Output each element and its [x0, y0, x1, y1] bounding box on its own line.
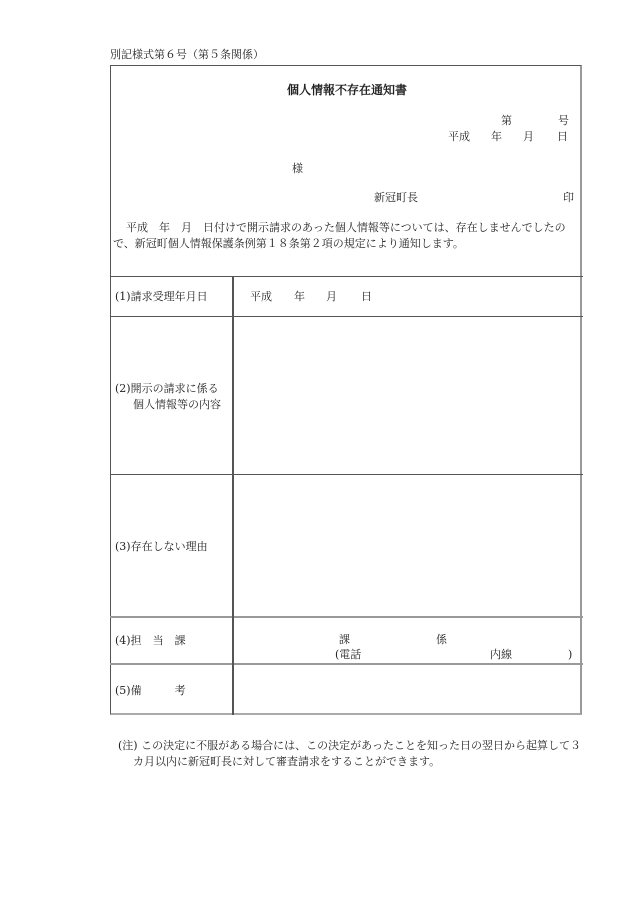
phone-close: ): [568, 648, 573, 661]
row-label-request-content-1: (2)開示の請求に係る: [115, 382, 219, 395]
nonexistence-reason-field[interactable]: [234, 475, 582, 616]
form-label: 別記様式第６号（第５条関係）: [110, 48, 264, 61]
phone-open: (電話: [335, 648, 362, 661]
receipt-date-day: 日: [361, 290, 372, 303]
row-label-request-content-2: 個人情報等の内容: [133, 398, 221, 411]
issuer-name: 新冠町長: [374, 191, 418, 204]
header-date-day: 日: [557, 130, 568, 143]
number-suffix: 号: [558, 114, 569, 127]
extension-label: 内線: [490, 648, 512, 661]
request-content-field[interactable]: [234, 317, 582, 474]
remarks-field[interactable]: [234, 665, 582, 715]
header-date-month: 月: [523, 130, 534, 143]
header-date-year: 年: [491, 130, 502, 143]
number-prefix: 第: [501, 114, 512, 127]
row-label-nonexistence-reason: (3)存在しない理由: [115, 540, 208, 553]
department-subsection: 係: [436, 633, 447, 646]
receipt-date-era: 平成: [250, 290, 272, 303]
notice-body-line2: で、新冠町個人情報保護条例第１８条第２項の規定により通知します。: [113, 237, 464, 250]
note-line2: カ月以内に新冠町長に対して審査請求をすることができます。: [133, 755, 441, 768]
row-label-receipt-date: (1)請求受理年月日: [115, 290, 208, 303]
row-label-department: (4)担 当 課: [115, 634, 186, 647]
document-title: 個人情報不存在通知書: [287, 83, 408, 97]
header-date-era: 平成: [448, 130, 470, 143]
row-divider: [110, 276, 583, 277]
seal-mark: 印: [563, 191, 574, 204]
row-divider: [110, 616, 583, 618]
row-label-remarks: (5)備 考: [115, 684, 186, 697]
receipt-date-year: 年: [294, 290, 305, 303]
addressee-suffix: 様: [292, 162, 303, 175]
receipt-date-month: 月: [326, 290, 337, 303]
department-section: 課: [339, 633, 350, 646]
note-line1: (注) この決定に不服がある場合には、この決定があったことを知った日の翌日から起算して３: [118, 739, 581, 752]
notice-body-line1: 平成 年 月 日付けで開示請求のあった個人情報等については、存在しませんでしたの: [126, 221, 566, 234]
